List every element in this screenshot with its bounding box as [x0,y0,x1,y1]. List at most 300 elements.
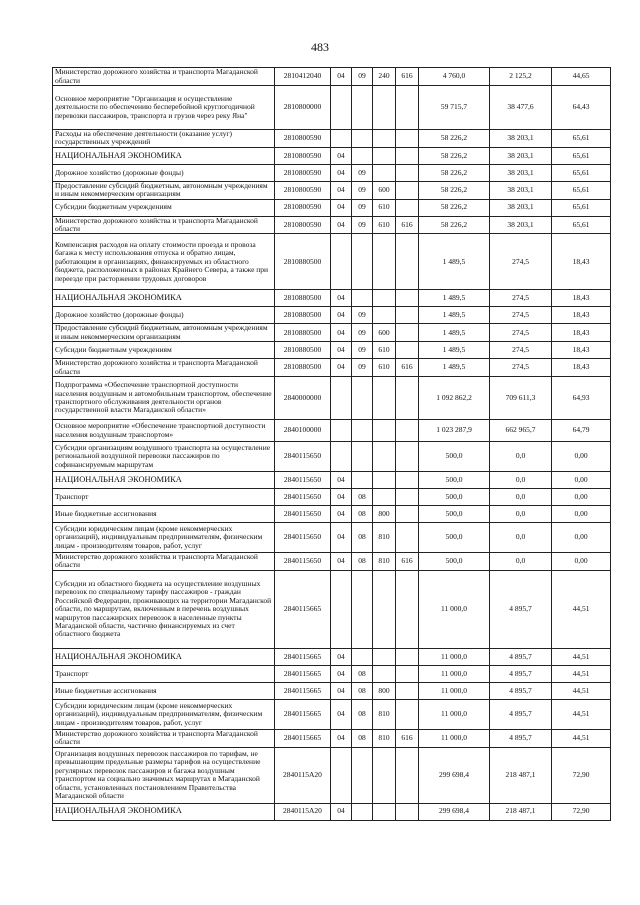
row-target-code: 2810880500 [275,324,331,342]
row-expense-type: 600 [373,324,396,342]
row-subsection: 08 [352,665,373,682]
row-expense-type [373,803,396,820]
row-administrator [396,648,419,665]
table-row [53,164,611,181]
row-percent: 65,61 [552,216,611,234]
row-subsection: 09 [352,68,373,86]
row-target-code: 2840115650 [275,489,331,506]
row-target-code: 2810880500 [275,359,331,377]
row-section: 04 [331,147,352,164]
row-planned-amount: 11 000,0 [419,665,490,682]
table-row [53,506,611,523]
row-actual-amount: 0,0 [490,472,552,489]
row-actual-amount: 274,5 [490,324,552,342]
row-subsection [352,472,373,489]
row-name: Подпрограмма «Обеспечение транспортной доступности населения воздушным и автомобильным транспортом, обеспечение транспортного обслуживания деятельности органов государственной власти Магаданской области» [53,377,275,420]
row-target-code: 2810800590 [275,147,331,164]
table-row [53,489,611,506]
row-administrator [396,489,419,506]
row-percent: 72,90 [552,803,611,820]
row-planned-amount: 11 000,0 [419,648,490,665]
row-expense-type: 600 [373,181,396,199]
row-target-code: 2840115665 [275,729,331,747]
table-row [53,747,611,803]
row-target-code: 2810880500 [275,290,331,307]
row-percent: 18,43 [552,324,611,342]
row-section: 04 [331,216,352,234]
row-planned-amount: 1 489,5 [419,290,490,307]
row-section: 04 [331,359,352,377]
row-percent: 18,43 [552,234,611,290]
row-target-code: 2810880500 [275,307,331,324]
row-percent: 64,43 [552,86,611,130]
row-administrator [396,803,419,820]
row-subsection: 09 [352,342,373,359]
table-row [53,472,611,489]
row-expense-type [373,307,396,324]
row-percent: 64,79 [552,420,611,442]
row-subsection: 08 [352,729,373,747]
table-row [53,86,611,130]
row-actual-amount: 38 203,1 [490,199,552,216]
row-expense-type [373,665,396,682]
row-section [331,570,352,648]
table-row [53,648,611,665]
row-target-code: 2810412040 [275,68,331,86]
row-target-code: 2840115665 [275,699,331,729]
row-administrator [396,747,419,803]
row-subsection: 09 [352,216,373,234]
row-actual-amount: 218 487,1 [490,747,552,803]
row-section: 04 [331,699,352,729]
row-actual-amount: 38 203,1 [490,216,552,234]
row-subsection [352,290,373,307]
table-body [53,68,611,821]
row-percent: 72,90 [552,747,611,803]
row-subsection: 09 [352,359,373,377]
row-section: 04 [331,290,352,307]
row-percent: 65,61 [552,147,611,164]
row-name: Расходы на обеспечение деятельности (оказание услуг) государственных учреждений [53,130,275,148]
table-row [53,290,611,307]
row-percent: 0,00 [552,472,611,489]
row-name: Предоставление субсидий бюджетным, автономным учреждениям и иным некоммерческим организациям [53,181,275,199]
row-administrator [396,181,419,199]
row-section: 04 [331,489,352,506]
row-actual-amount: 0,0 [490,553,552,571]
row-name: Основное мероприятие "Организация и осуществление деятельности по обеспечению бесперебойной круглогодичной перевозки пассажиров, транспорта и грузов через реку Яна" [53,86,275,130]
row-actual-amount: 274,5 [490,234,552,290]
row-administrator [396,342,419,359]
table-row [53,420,611,442]
row-subsection: 09 [352,164,373,181]
row-expense-type [373,570,396,648]
row-percent: 18,43 [552,290,611,307]
row-section [331,420,352,442]
row-actual-amount: 0,0 [490,442,552,472]
row-administrator [396,307,419,324]
row-subsection [352,377,373,420]
row-subsection [352,442,373,472]
row-subsection [352,747,373,803]
row-expense-type [373,290,396,307]
row-administrator: 616 [396,359,419,377]
row-name: Компенсация расходов на оплату стоимости проезда и провоза багажа к месту использования отпуска и обратно лицам, работающим в организациях, финансируемых из областного бюджета, расположенных в районах Крайнего Севера, а также при переезде при расторжении трудовых договоров [53,234,275,290]
row-administrator: 616 [396,68,419,86]
row-planned-amount: 11 000,0 [419,699,490,729]
row-subsection: 08 [352,506,373,523]
row-section: 04 [331,199,352,216]
table-row [53,216,611,234]
row-administrator [396,472,419,489]
row-section: 04 [331,324,352,342]
row-percent: 0,00 [552,442,611,472]
row-target-code: 2810800590 [275,181,331,199]
row-section: 04 [331,729,352,747]
row-actual-amount: 38 203,1 [490,130,552,148]
row-planned-amount: 1 489,5 [419,324,490,342]
table-row [53,130,611,148]
row-percent: 44,65 [552,68,611,86]
row-target-code: 2840100000 [275,420,331,442]
row-actual-amount: 4 895,7 [490,570,552,648]
row-expense-type: 610 [373,199,396,216]
row-actual-amount: 4 895,7 [490,699,552,729]
row-target-code: 2840115665 [275,648,331,665]
row-subsection [352,86,373,130]
row-planned-amount: 58 226,2 [419,130,490,148]
table-row [53,803,611,820]
row-administrator [396,506,419,523]
row-section: 04 [331,523,352,553]
row-actual-amount: 38 477,6 [490,86,552,130]
row-actual-amount: 274,5 [490,290,552,307]
row-planned-amount: 500,0 [419,506,490,523]
row-subsection: 09 [352,199,373,216]
table-row [53,342,611,359]
table-row [53,68,611,86]
row-subsection [352,570,373,648]
row-administrator [396,164,419,181]
row-name: НАЦИОНАЛЬНАЯ ЭКОНОМИКА [53,147,275,164]
row-target-code: 2840115665 [275,570,331,648]
row-planned-amount: 58 226,2 [419,181,490,199]
row-administrator: 616 [396,216,419,234]
row-name: Субсидии юридическим лицам (кроме некоммерческих организаций), индивидуальным предпринимателям, физическим лицам - производителям товаров, работ, услуг [53,699,275,729]
row-target-code: 2810800590 [275,199,331,216]
table-row [53,729,611,747]
row-expense-type [373,747,396,803]
row-name: Субсидии из областного бюджета на осуществление воздушных перевозок по специальному тарифу пассажиров - граждан Российской Федерации, проживающих на территории Магаданской области, по маршрутам, включенным в перечень воздушных маршрутов пассажирских перевозок в населенные пункты Магаданской области, частично финансируемых из счет областного бюджета [53,570,275,648]
row-target-code: 2810800590 [275,216,331,234]
row-section: 04 [331,307,352,324]
row-expense-type [373,442,396,472]
row-expense-type [373,489,396,506]
row-expense-type [373,164,396,181]
row-administrator [396,199,419,216]
row-target-code: 2840115665 [275,665,331,682]
table-row [53,147,611,164]
row-target-code: 2810800590 [275,130,331,148]
row-target-code: 2840115650 [275,523,331,553]
row-actual-amount: 38 203,1 [490,164,552,181]
row-subsection: 08 [352,489,373,506]
row-section: 04 [331,648,352,665]
row-actual-amount: 274,5 [490,359,552,377]
row-section: 04 [331,506,352,523]
row-subsection [352,130,373,148]
row-administrator [396,570,419,648]
row-expense-type [373,420,396,442]
row-name: Основное мероприятие «Обеспечение транспортной доступности населения воздушным транспортом» [53,420,275,442]
row-name: Министерство дорожного хозяйства и транспорта Магаданской области [53,216,275,234]
row-planned-amount: 1 489,5 [419,307,490,324]
row-planned-amount: 58 226,2 [419,216,490,234]
row-target-code: 2840115650 [275,553,331,571]
row-planned-amount: 299 698,4 [419,803,490,820]
page-number: 483 [311,40,329,54]
row-planned-amount: 4 760,0 [419,68,490,86]
row-percent: 44,51 [552,699,611,729]
row-actual-amount: 4 895,7 [490,729,552,747]
row-percent: 0,00 [552,523,611,553]
table-row [53,199,611,216]
row-name: Субсидии бюджетным учреждениям [53,199,275,216]
row-percent: 44,51 [552,682,611,699]
table-row [53,665,611,682]
row-percent: 44,51 [552,570,611,648]
row-planned-amount: 1 489,5 [419,342,490,359]
row-actual-amount: 274,5 [490,307,552,324]
row-actual-amount: 0,0 [490,489,552,506]
table-row [53,570,611,648]
row-name: Субсидии организациям воздушного транспорта на осуществление региональной воздушной перевозки пассажиров по софинансируемым маршрутам [53,442,275,472]
row-section [331,86,352,130]
row-administrator [396,523,419,553]
row-administrator [396,442,419,472]
row-percent: 65,61 [552,199,611,216]
row-name: Транспорт [53,665,275,682]
table-row [53,553,611,571]
row-percent: 65,61 [552,164,611,181]
table-row [53,359,611,377]
row-planned-amount: 1 489,5 [419,234,490,290]
row-expense-type: 800 [373,506,396,523]
row-actual-amount: 4 895,7 [490,665,552,682]
row-planned-amount: 500,0 [419,523,490,553]
row-planned-amount: 58 226,2 [419,199,490,216]
row-administrator: 616 [396,729,419,747]
row-actual-amount: 218 487,1 [490,803,552,820]
row-target-code: 2840115А20 [275,747,331,803]
row-name: Министерство дорожного хозяйства и транспорта Магаданской области [53,68,275,86]
row-planned-amount: 500,0 [419,553,490,571]
row-expense-type [373,234,396,290]
row-actual-amount: 4 895,7 [490,648,552,665]
row-planned-amount: 500,0 [419,472,490,489]
row-section: 04 [331,164,352,181]
row-name: НАЦИОНАЛЬНАЯ ЭКОНОМИКА [53,290,275,307]
row-subsection [352,234,373,290]
row-percent: 65,61 [552,130,611,148]
row-administrator [396,324,419,342]
row-subsection: 09 [352,324,373,342]
row-name: Организация воздушных перевозок пассажиров по тарифам, не превышающим предельные размеры тарифов на осуществление регулярных перевозок пассажиров и багажа воздушным транспортом на социально значимых маршрутах в Магаданской области, установленных постановлением Правительства Магаданской области [53,747,275,803]
row-planned-amount: 11 000,0 [419,682,490,699]
row-section [331,377,352,420]
row-percent: 65,61 [552,181,611,199]
row-name: Министерство дорожного хозяйства и транспорта Магаданской области [53,553,275,571]
row-planned-amount: 299 698,4 [419,747,490,803]
row-planned-amount: 1 489,5 [419,359,490,377]
row-subsection [352,147,373,164]
row-expense-type: 240 [373,68,396,86]
row-name: Иные бюджетные ассигнования [53,506,275,523]
row-expense-type: 610 [373,216,396,234]
table-row [53,377,611,420]
row-percent: 44,51 [552,665,611,682]
row-planned-amount: 1 023 287,9 [419,420,490,442]
row-administrator [396,420,419,442]
table-row [53,523,611,553]
row-section [331,234,352,290]
row-expense-type: 610 [373,342,396,359]
row-administrator [396,699,419,729]
row-section [331,130,352,148]
row-section: 04 [331,68,352,86]
row-percent: 0,00 [552,506,611,523]
row-planned-amount: 58 226,2 [419,164,490,181]
row-subsection [352,420,373,442]
row-administrator [396,234,419,290]
row-administrator [396,147,419,164]
row-planned-amount: 1 092 862,2 [419,377,490,420]
row-actual-amount: 0,0 [490,506,552,523]
row-name: Субсидии юридическим лицам (кроме некоммерческих организаций), индивидуальным предпринимателям, физическим лицам - производителям товаров, работ, услуг [53,523,275,553]
table-row [53,682,611,699]
row-name: Министерство дорожного хозяйства и транспорта Магаданской области [53,359,275,377]
row-subsection: 09 [352,181,373,199]
row-section: 04 [331,181,352,199]
row-subsection: 08 [352,523,373,553]
row-percent: 44,51 [552,648,611,665]
row-section: 04 [331,342,352,359]
row-expense-type [373,86,396,130]
row-percent: 18,43 [552,307,611,324]
row-expense-type [373,648,396,665]
row-actual-amount: 4 895,7 [490,682,552,699]
row-target-code: 2810800590 [275,164,331,181]
table-row [53,324,611,342]
row-administrator [396,86,419,130]
row-planned-amount: 59 715,7 [419,86,490,130]
row-section: 04 [331,472,352,489]
row-planned-amount: 11 000,0 [419,729,490,747]
row-expense-type: 810 [373,729,396,747]
row-name: Предоставление субсидий бюджетным, автономным учреждениям и иным некоммерческим организациям [53,324,275,342]
row-name: НАЦИОНАЛЬНАЯ ЭКОНОМИКА [53,648,275,665]
row-planned-amount: 58 226,2 [419,147,490,164]
row-actual-amount: 38 203,1 [490,181,552,199]
row-percent: 18,43 [552,342,611,359]
row-expense-type: 810 [373,553,396,571]
row-expense-type [373,130,396,148]
row-expense-type: 810 [373,699,396,729]
row-actual-amount: 709 611,3 [490,377,552,420]
row-target-code: 2810880500 [275,234,331,290]
row-expense-type [373,147,396,164]
row-target-code: 2840115А20 [275,803,331,820]
budget-execution-table [52,67,611,821]
row-subsection [352,803,373,820]
row-actual-amount: 38 203,1 [490,147,552,164]
row-section [331,747,352,803]
row-administrator [396,290,419,307]
row-subsection: 08 [352,699,373,729]
row-actual-amount: 662 965,7 [490,420,552,442]
row-name: Дорожное хозяйство (дорожные фонды) [53,164,275,181]
row-name: Дорожное хозяйство (дорожные фонды) [53,307,275,324]
table-row [53,234,611,290]
row-target-code: 2840115650 [275,472,331,489]
row-target-code: 2810880500 [275,342,331,359]
table-row [53,442,611,472]
row-actual-amount: 274,5 [490,342,552,359]
row-target-code: 2840000000 [275,377,331,420]
row-subsection: 08 [352,553,373,571]
row-administrator [396,130,419,148]
row-administrator [396,682,419,699]
row-administrator [396,665,419,682]
row-percent: 0,00 [552,489,611,506]
row-section: 04 [331,665,352,682]
row-expense-type: 610 [373,359,396,377]
row-section [331,442,352,472]
row-section: 04 [331,682,352,699]
row-actual-amount: 0,0 [490,523,552,553]
row-expense-type: 810 [373,523,396,553]
row-name: Министерство дорожного хозяйства и транспорта Магаданской области [53,729,275,747]
row-name: НАЦИОНАЛЬНАЯ ЭКОНОМИКА [53,472,275,489]
row-subsection: 08 [352,682,373,699]
row-target-code: 2840115665 [275,682,331,699]
row-section: 04 [331,553,352,571]
row-percent: 18,43 [552,359,611,377]
row-planned-amount: 500,0 [419,489,490,506]
row-actual-amount: 2 125,2 [490,68,552,86]
row-target-code: 2840115650 [275,442,331,472]
row-administrator [396,377,419,420]
row-subsection: 09 [352,307,373,324]
table-row [53,181,611,199]
row-planned-amount: 500,0 [419,442,490,472]
row-percent: 64,93 [552,377,611,420]
row-expense-type [373,377,396,420]
row-name: Транспорт [53,489,275,506]
row-expense-type [373,472,396,489]
row-target-code: 2840115650 [275,506,331,523]
row-section: 04 [331,803,352,820]
row-administrator: 616 [396,553,419,571]
row-name: Субсидии бюджетным учреждениям [53,342,275,359]
row-name: Иные бюджетные ассигнования [53,682,275,699]
row-name: НАЦИОНАЛЬНАЯ ЭКОНОМИКА [53,803,275,820]
row-planned-amount: 11 000,0 [419,570,490,648]
row-expense-type: 800 [373,682,396,699]
table-row [53,699,611,729]
table-row [53,307,611,324]
row-target-code: 2810800000 [275,86,331,130]
